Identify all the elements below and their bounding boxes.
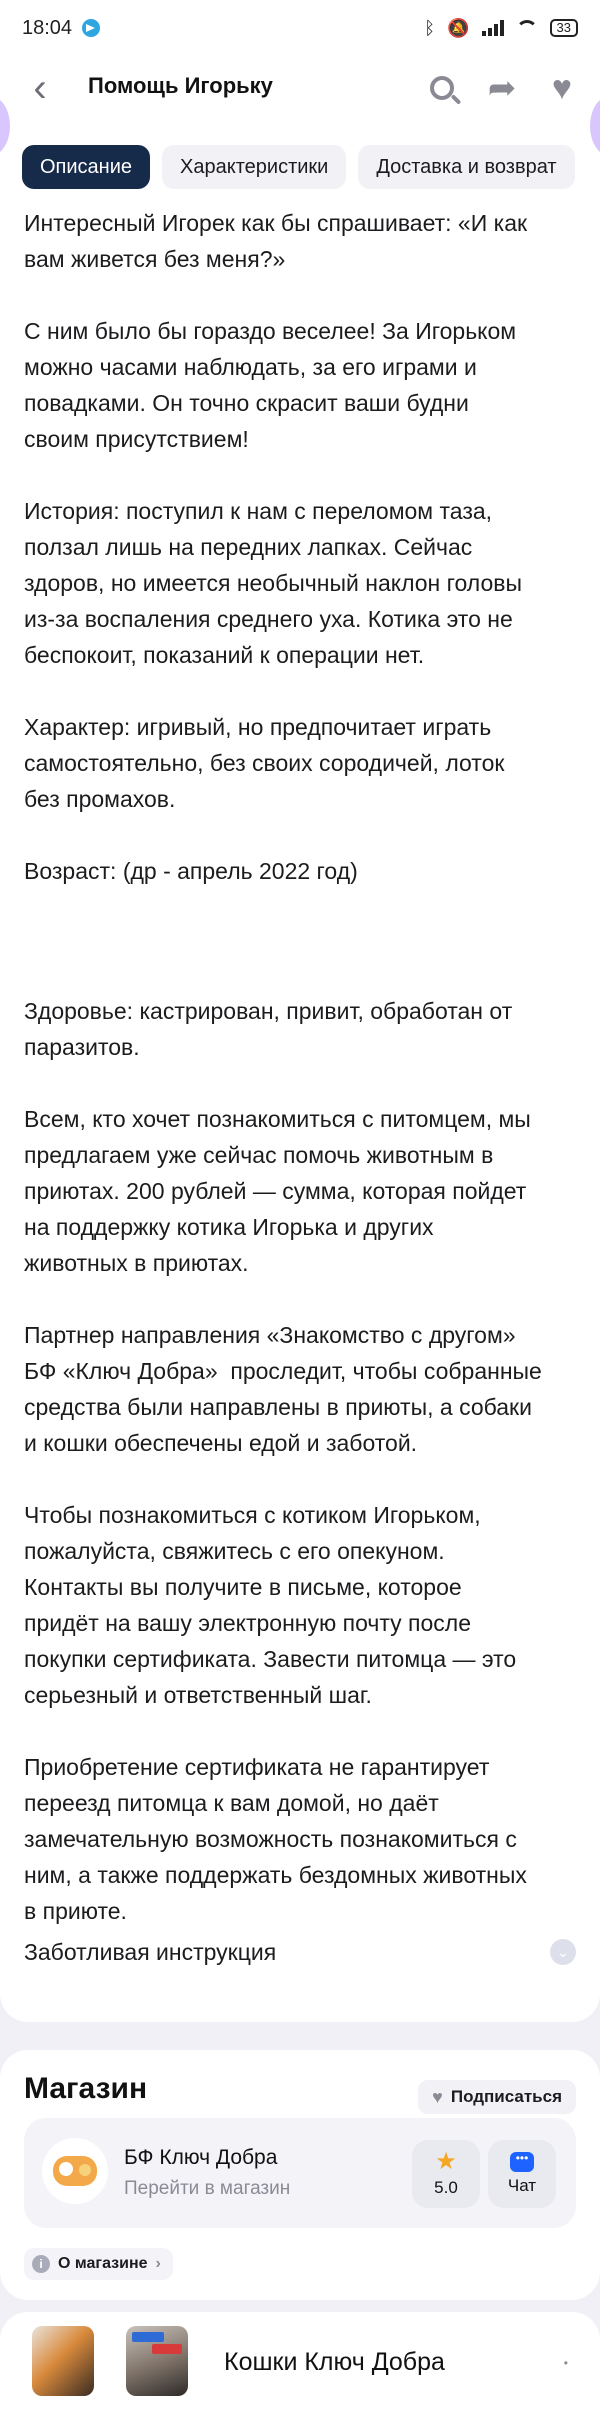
description-paragraph: Приобретение сертификата не гарантирует переезд питомца к вам домой, но даёт замечательную возможность познакомиться с ним, а также поддержать бездомных животных в приюте. <box>24 1754 527 1924</box>
care-instruction-label: Заботливая инструкция <box>24 1938 277 1965</box>
telegram-icon <box>82 19 100 37</box>
tab-delivery-returns[interactable]: Доставка и возврат <box>358 145 574 189</box>
description-paragraph: С ним было бы гораздо веселее! За Игорьком можно часами наблюдать, за его играми и повадками. Он точно скрасит ваши будни своим присутствием! <box>24 318 517 452</box>
battery-icon: 33 <box>550 19 578 37</box>
search-icon[interactable] <box>418 64 466 112</box>
collection-card[interactable] <box>0 2312 600 2427</box>
heart-icon: ♥ <box>432 2086 443 2107</box>
decor-accent-right <box>590 96 600 156</box>
description-paragraph: Чтобы познакомиться с котиком Игорьком, пожалуйста, свяжитесь с его опекуном. Контакты вы получите в письме, которое придёт на вашу электронную почту после покупки сертификата. Завести питомца — это серьезный и ответственный шаг. <box>24 1502 517 1708</box>
bluetooth-icon: ᛒ <box>424 17 436 38</box>
description-paragraph: Интересный Игорек как бы спрашивает: «И как вам живется без меня?» <box>24 210 528 272</box>
chevron-down-icon: ⌄ <box>550 1939 576 1965</box>
product-description <box>24 205 576 1965</box>
rating-button[interactable] <box>412 2140 480 2208</box>
shop-card <box>0 2050 600 2300</box>
about-shop-label: О магазине <box>58 2255 148 2272</box>
description-paragraph: Всем, кто хочет познакомиться с питомцем, мы предлагаем уже сейчас помочь животным в приютах. 200 рублей — сумма, которая пойдет на поддержку котика Игорька и других животных в приютах. <box>24 1106 531 1276</box>
page-title: Помощь Игорьку <box>88 73 273 98</box>
collection-thumbnail <box>32 2326 94 2396</box>
shop-logo <box>42 2138 108 2204</box>
tab-bar <box>22 145 575 189</box>
status-icons <box>424 18 578 39</box>
info-icon: i <box>32 2255 50 2273</box>
shop-section-title: Магазин <box>24 2072 148 2105</box>
shop-info-panel[interactable] <box>24 2118 576 2228</box>
signal-icon <box>482 20 504 36</box>
subscribe-label: Подписаться <box>450 2087 562 2106</box>
back-arrow-icon[interactable]: ‹ <box>33 66 47 110</box>
subscribe-button[interactable] <box>418 2080 576 2114</box>
wifi-icon <box>516 20 538 36</box>
description-paragraph: Характер: игривый, но предпочитает играть самостоятельно, без своих сородичей, лоток без промахов. <box>24 714 505 812</box>
chat-label: Чат <box>507 2176 537 2195</box>
collection-thumbnail <box>126 2326 188 2396</box>
tab-characteristics[interactable]: Характеристики <box>162 145 346 189</box>
chat-icon: ••• <box>510 2152 534 2172</box>
description-paragraph: Возраст: (др - апрель 2022 год) <box>24 858 358 884</box>
description-paragraph: История: поступил к нам с переломом таза, ползал лишь на передних лапках. Сейчас здоров, но имеется необычный наклон головы из-за воспаления среднего уха. Котика это не беспокоит, показаний к операции нет. <box>24 498 523 668</box>
heart-icon[interactable]: ♥ <box>551 68 573 107</box>
more-indicator-icon: • <box>563 2356 568 2370</box>
description-paragraph: Партнер направления «Знакомство с другом» БФ «Ключ Добра» проследит, чтобы собранные средства были направлены в приюты, а собаки и кошки обеспечены едой и заботой. <box>24 1322 542 1456</box>
go-to-shop-link[interactable]: Перейти в магазин <box>124 2178 291 2199</box>
chat-button[interactable] <box>488 2140 556 2208</box>
shop-name: БФ Ключ Добра <box>124 2146 278 2169</box>
status-bar <box>0 0 600 56</box>
rating-value: 5.0 <box>434 2178 458 2197</box>
status-time: 18:04 <box>22 16 73 39</box>
description-paragraph: Здоровье: кастрирован, привит, обработан от паразитов. <box>24 998 513 1060</box>
share-icon[interactable]: ➦ <box>487 69 517 107</box>
mute-icon: 🔕 <box>447 17 470 38</box>
decor-accent-left <box>0 96 10 156</box>
care-instruction-row[interactable] <box>24 1932 576 1972</box>
chevron-right-icon: › <box>155 2255 161 2272</box>
tab-description[interactable]: Описание <box>22 145 150 189</box>
about-shop-button[interactable] <box>24 2248 173 2280</box>
star-icon: ★ <box>435 2148 457 2175</box>
collection-title: Кошки Ключ Добра <box>224 2348 445 2376</box>
